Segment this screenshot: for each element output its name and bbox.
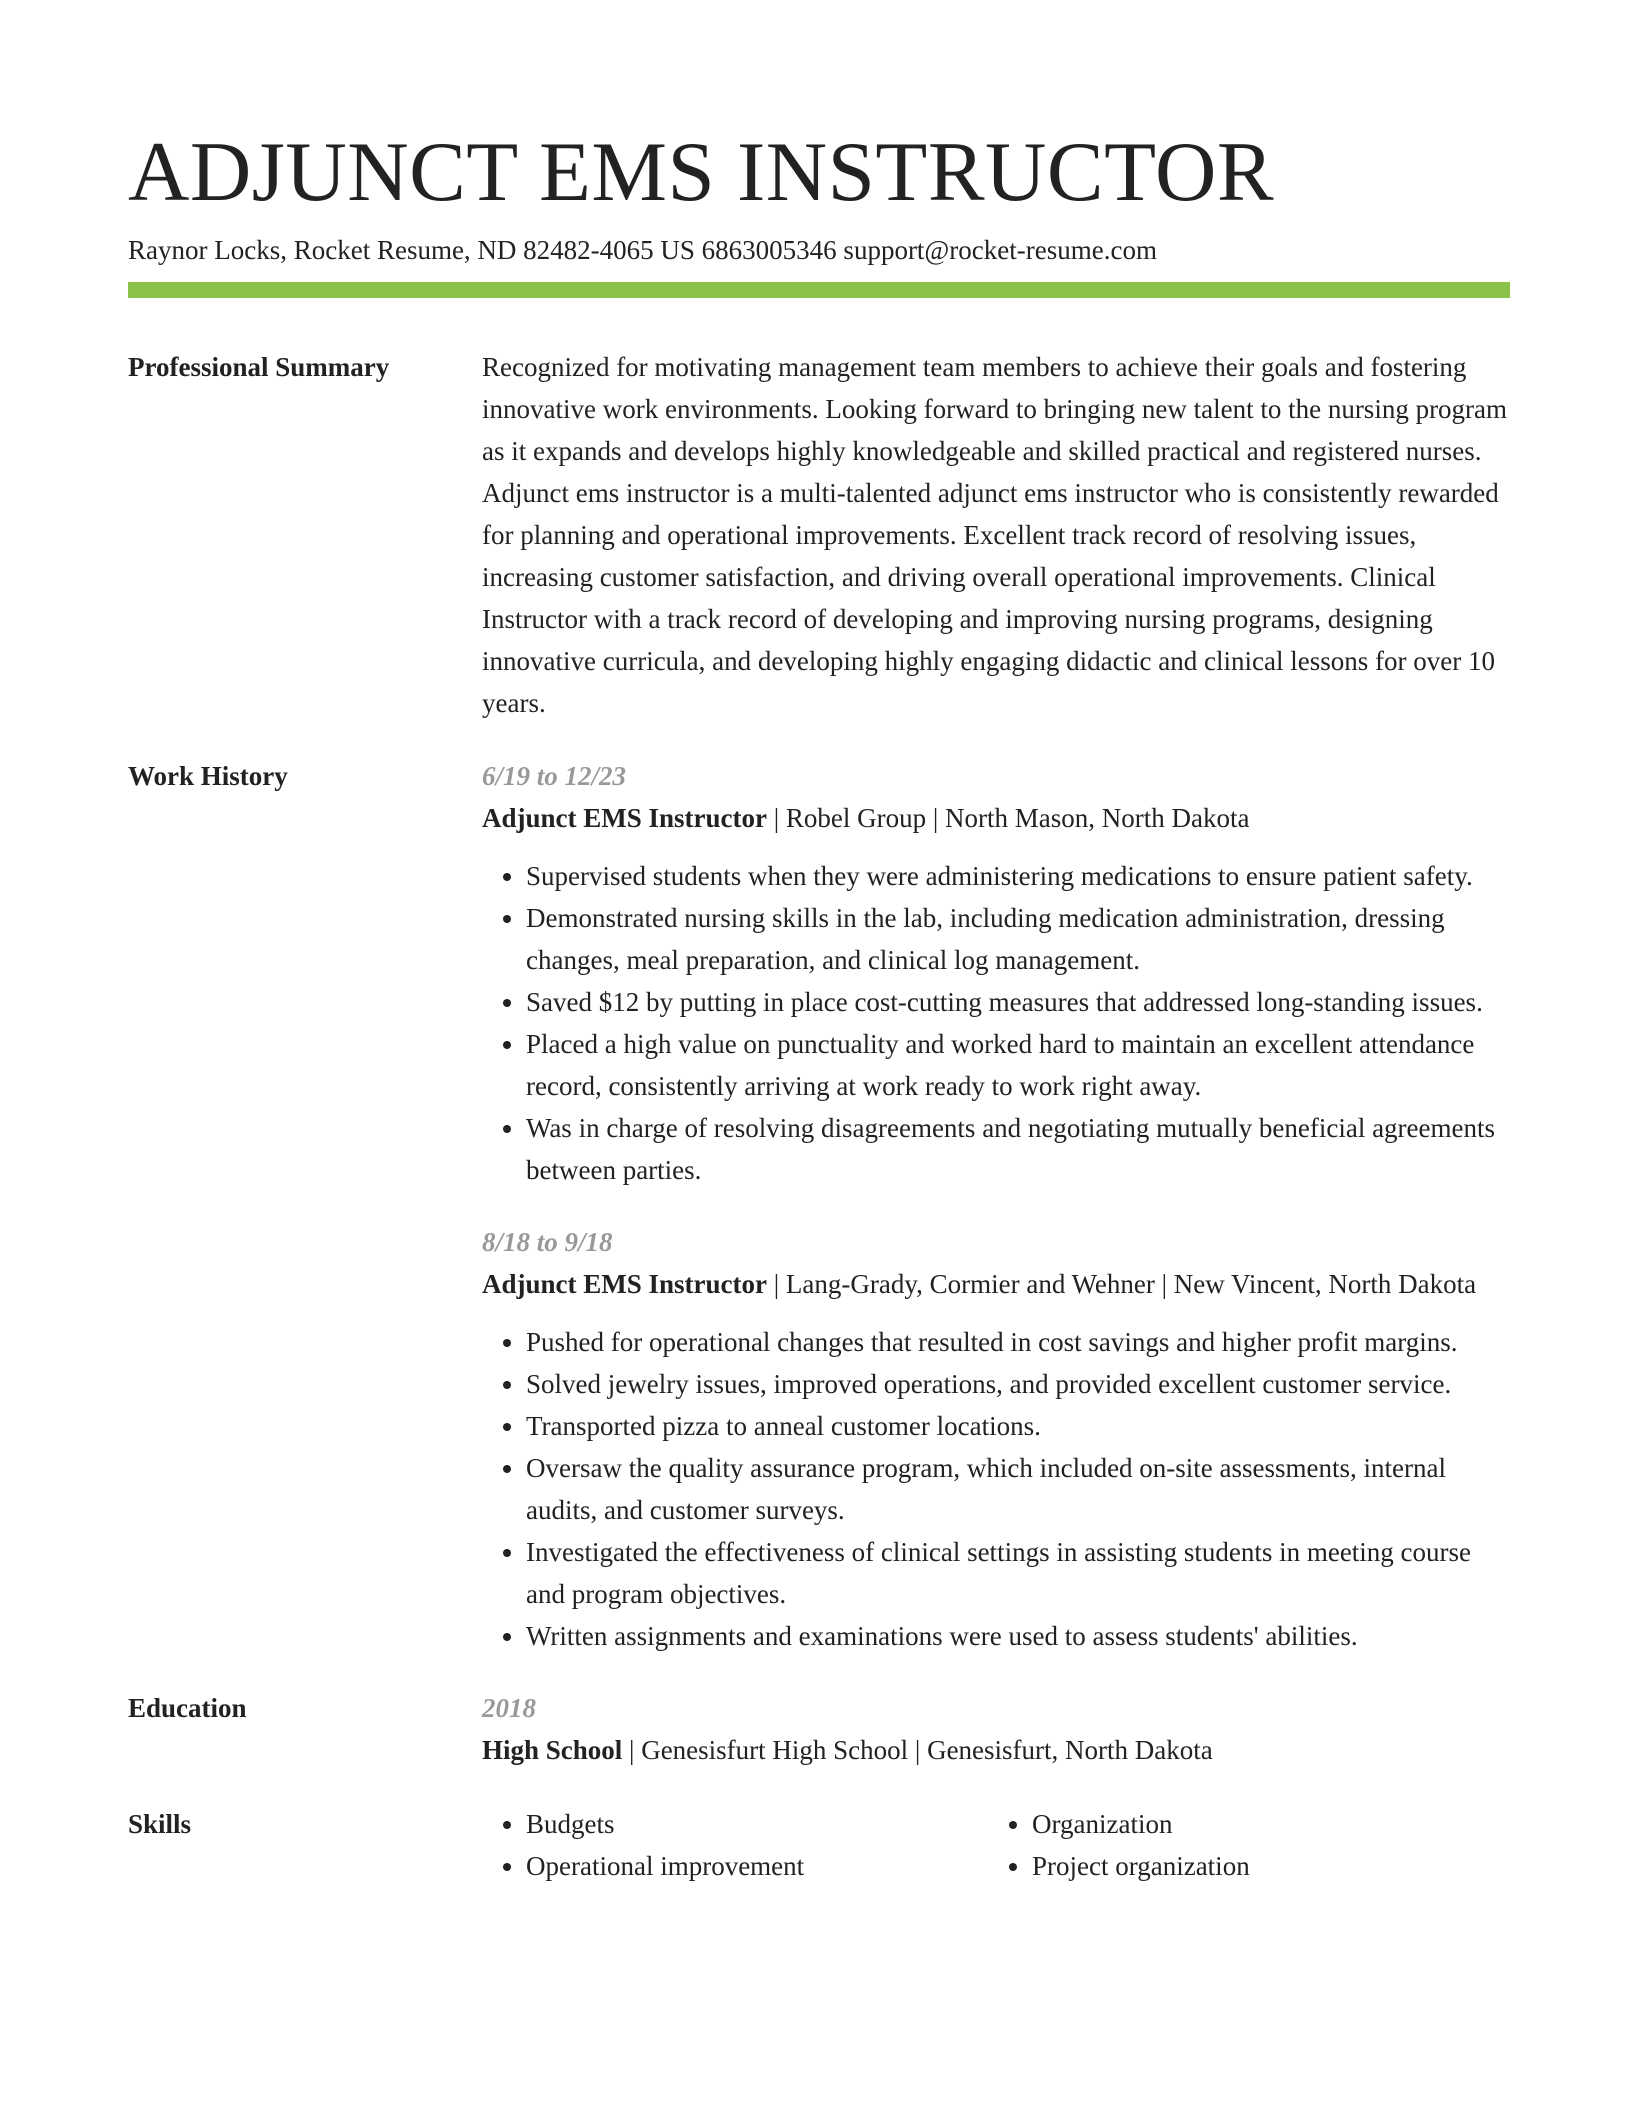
education-year: 2018 (482, 1693, 536, 1723)
job-entry (482, 755, 1510, 1191)
summary-section (128, 346, 1510, 724)
accent-divider (128, 282, 1510, 298)
resume-title: ADJUNCT EMS INSTRUCTOR (128, 125, 1275, 219)
job-title: Adjunct EMS Instructor (482, 1269, 768, 1299)
job-title: Adjunct EMS Instructor (482, 803, 768, 833)
skills-column-right (988, 1803, 1510, 1887)
list-item: • Budgets (526, 1803, 988, 1845)
work-history-heading: Work History (128, 761, 288, 791)
job-heading (482, 797, 1510, 839)
list-item: • Written assignments and examinations were used to assess students' abilities. (526, 1615, 1510, 1657)
education-school: | Genesisfurt High School | Genesisfurt, North Dakota (622, 1735, 1213, 1765)
list-item: • Pushed for operational changes that resulted in cost savings and higher profit margins. (526, 1321, 1510, 1363)
education-heading-line (482, 1729, 1510, 1771)
summary-body (482, 346, 1510, 724)
list-item: • Supervised students when they were administering medications to ensure patient safety. (526, 855, 1510, 897)
skills-heading: Skills (128, 1809, 192, 1839)
education-degree: High School (482, 1735, 623, 1765)
list-item: • Operational improvement (526, 1845, 988, 1887)
skills-body (482, 1803, 1510, 1887)
summary-heading: Professional Summary (128, 352, 390, 382)
skills-section (128, 1803, 1510, 1887)
education-body (482, 1687, 1510, 1771)
list-item: • Solved jewelry issues, improved operations, and provided excellent customer service. (526, 1363, 1510, 1405)
resume-page (128, 0, 1510, 1887)
work-history-section (128, 755, 1510, 1657)
education-section (128, 1687, 1510, 1771)
job-employer: | Lang-Grady, Cormier and Wehner | New Vincent, North Dakota (767, 1269, 1477, 1299)
job-heading (482, 1263, 1510, 1305)
list-item: • Placed a high value on punctuality and worked hard to maintain an excellent attendance record, consistently arriving at work ready to work right away. (526, 1023, 1510, 1107)
list-item: • Project organization (1032, 1845, 1510, 1887)
list-item: • Transported pizza to anneal customer locations. (526, 1405, 1510, 1447)
skills-column-left (482, 1803, 988, 1887)
list-item: • Demonstrated nursing skills in the lab, including medication administration, dressing changes, meal preparation, and clinical log management. (526, 897, 1510, 981)
job-entry (482, 1221, 1510, 1657)
list-item: • Oversaw the quality assurance program, which included on-site assessments, internal audits, and customer surveys. (526, 1447, 1510, 1531)
work-history-body (482, 755, 1510, 1657)
job-dates: 8/18 to 9/18 (482, 1227, 613, 1257)
list-item: • Investigated the effectiveness of clinical settings in assisting students in meeting course and program objectives. (526, 1531, 1510, 1615)
job-dates: 6/19 to 12/23 (482, 761, 627, 791)
list-item: • Was in charge of resolving disagreements and negotiating mutually beneficial agreements between parties. (526, 1107, 1510, 1191)
job-employer: | Robel Group | North Mason, North Dakota (767, 803, 1250, 833)
job-bullets (482, 855, 1510, 1191)
job-bullets (482, 1321, 1510, 1657)
summary-text: Recognized for motivating management team members to achieve their goals and fostering innovative work environments. Looking forward to bringing new talent to the nursing program as it expands and develops highly knowledgeable and skilled practical and registered nurses. Adjunct ems instructor is a multi-talented adjunct ems instructor who is consistently rewarded for planning and operational improvements. Excellent track record of resolving issues, increasing customer satisfaction, and driving overall operational improvements. Clinical Instructor with a track record of developing and improving nursing programs, designing innovative curricula, and developing highly engaging didactic and clinical lessons for over 10 years. (482, 352, 1508, 718)
contact-line: Raynor Locks, Rocket Resume, ND 82482-4065 US 6863005346 support@rocket-resume.com (128, 235, 1157, 265)
list-item: • Saved $12 by putting in place cost-cutting measures that addressed long-standing issues. (526, 981, 1510, 1023)
education-heading: Education (128, 1693, 247, 1723)
list-item: • Organization (1032, 1803, 1510, 1845)
